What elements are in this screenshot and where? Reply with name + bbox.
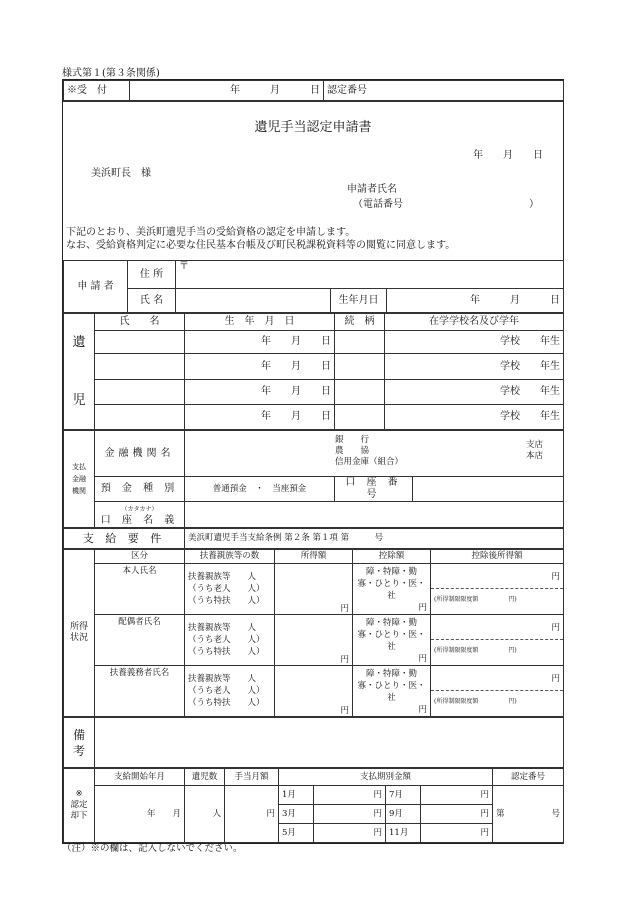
dep-line: （うち老人 人） — [188, 635, 265, 645]
yen-unit: 円 — [418, 654, 427, 664]
payment-header-monthly: 手当月額 — [225, 769, 279, 786]
reception-date[interactable] — [130, 81, 324, 101]
header-block — [63, 101, 563, 260]
remarks-label — [64, 718, 95, 768]
income-person-label: 扶養義務者氏名 — [95, 666, 185, 717]
branch-type-honten: 本店 — [526, 451, 544, 461]
period-month: 5月 — [279, 824, 314, 843]
period-amount-input[interactable]: 円 — [421, 824, 493, 843]
birth-input[interactable] — [387, 289, 564, 313]
children-table — [63, 313, 564, 430]
income-side-label — [64, 550, 95, 717]
income-amount-input[interactable] — [275, 615, 353, 666]
bank-side-1: 支払 — [72, 463, 86, 471]
yen-unit: 円 — [418, 705, 427, 715]
child-school-input[interactable]: 学校 年生 — [385, 405, 564, 430]
footnote: （注）※の欄は、記入しないでください。 — [62, 843, 243, 854]
payment-header-cert: 認定番号 — [493, 769, 564, 786]
payment-start-input[interactable]: 年 月 — [95, 786, 185, 843]
bank-side-3: 機関 — [72, 487, 86, 495]
bank-name-input[interactable] — [185, 431, 564, 477]
reception-label: ※受 付 — [64, 81, 130, 101]
children-side-label — [64, 314, 95, 430]
payment-side-label — [64, 769, 95, 843]
child-name-input[interactable] — [95, 380, 185, 405]
applicant-label: 申 請 者 — [64, 261, 128, 313]
child-relation-input[interactable] — [335, 405, 385, 430]
deduction-cell[interactable] — [353, 564, 431, 615]
income-header-deduction: 控除額 — [353, 550, 431, 564]
period-amount-input[interactable]: 円 — [314, 805, 386, 824]
income-header-class: 区分 — [95, 550, 185, 564]
child-birth-input[interactable]: 年 月 日 — [185, 380, 335, 405]
dep-line: （うち特扶 人） — [188, 596, 265, 606]
requirement-table — [63, 528, 564, 549]
bank-type-list — [335, 435, 403, 468]
period-month: 3月 — [279, 805, 314, 824]
account-number-label: 口 座 番 号 — [335, 477, 413, 502]
postal-mark: 〒 — [179, 261, 189, 272]
payment-side-2: 認定 — [70, 800, 88, 810]
cert-number-label: 認定番号 — [327, 84, 367, 96]
address-label: 住 所 — [128, 261, 176, 289]
deduction-line: 寡・ひとり・医・社 — [357, 630, 426, 652]
income-row — [64, 564, 564, 615]
account-holder-input[interactable] — [185, 502, 564, 528]
bank-type-jakyo: 農 協 — [335, 446, 370, 456]
after-deduction-amount: 円 — [431, 567, 563, 589]
address-input[interactable] — [176, 261, 564, 289]
name-input[interactable] — [176, 289, 331, 313]
remarks-input[interactable] — [95, 718, 564, 768]
income-amount-input[interactable] — [275, 564, 353, 615]
cert-number-cell[interactable] — [324, 81, 564, 101]
deduction-line: 障・特障・勤 — [365, 567, 417, 577]
name-label: 氏 名 — [128, 289, 176, 313]
payment-header-start: 支給開始年月 — [95, 769, 185, 786]
deposit-type-label: 預 金 種 別 — [95, 477, 185, 502]
reception-table — [63, 80, 564, 101]
dep-line: （うち老人 人） — [188, 686, 265, 696]
cert-prefix: 第 — [496, 808, 505, 819]
kana-label: （カタカナ） — [121, 505, 158, 513]
dep-line: 扶養親族等 人 — [188, 572, 257, 582]
deposit-type-options[interactable]: 普通預金 ・ 当座預金 — [185, 477, 335, 502]
deduction-line: 障・特障・勤 — [365, 669, 417, 679]
applicant-table — [63, 260, 564, 313]
payment-count-input[interactable]: 人 — [185, 786, 225, 843]
branch-type-shiten: 支店 — [526, 440, 544, 450]
period-amount-input[interactable]: 円 — [421, 805, 493, 824]
bank-name-label: 金融機関名 — [95, 431, 185, 477]
bank-type-bank: 銀 行 — [335, 435, 370, 445]
deduction-line: 寡・ひとり・医・社 — [357, 681, 426, 703]
period-amount-input[interactable]: 円 — [421, 786, 493, 805]
remarks-label-top: 備 — [72, 727, 85, 742]
child-birth-input[interactable]: 年 月 日 — [185, 331, 335, 354]
child-relation-input[interactable] — [335, 354, 385, 380]
account-number-input[interactable] — [413, 477, 564, 502]
child-school-input[interactable]: 学校 年生 — [385, 331, 564, 354]
holder-label: 口 座 名 義 — [100, 514, 179, 526]
children-header-name: 氏 名 — [95, 314, 185, 331]
after-deduction-amount: 円 — [431, 618, 563, 640]
period-amount-input[interactable]: 円 — [314, 786, 386, 805]
dependents-cell[interactable] — [185, 666, 275, 717]
child-row — [64, 331, 564, 354]
period-month: 1月 — [279, 786, 314, 805]
addressee: 美浜町長 様 — [91, 168, 151, 179]
children-header-birth: 生 年 月 日 — [185, 314, 335, 331]
child-row — [64, 380, 564, 405]
dep-line: （うち特扶 人） — [188, 647, 265, 657]
form-title: 遺児手当認定申請書 — [254, 120, 372, 135]
deduction-cell[interactable] — [353, 666, 431, 717]
dep-line: （うち特扶 人） — [188, 698, 265, 708]
period-month: 7月 — [386, 786, 421, 805]
yen-unit: 円 — [340, 705, 349, 716]
income-limit-label: (所得制限限度額 円) — [434, 698, 517, 705]
income-row — [64, 615, 564, 666]
children-header-relation: 続 柄 — [335, 314, 385, 331]
child-birth-input[interactable]: 年 月 日 — [185, 354, 335, 380]
requirement-value[interactable]: 美浜町遺児手当支給条例 第２条 第１項 第 号 — [185, 529, 564, 549]
income-table — [63, 549, 564, 717]
applicant-name-label: 申請者氏名 — [347, 184, 397, 195]
child-row — [64, 354, 564, 380]
child-row — [64, 405, 564, 430]
children-header-school: 在学学校名及び学年 — [385, 314, 564, 331]
payment-side-3: 却下 — [70, 811, 88, 821]
remarks-label-bottom: 考 — [72, 743, 85, 758]
income-row — [64, 666, 564, 717]
income-person-label: 配偶者氏名 — [95, 615, 185, 666]
child-name-input[interactable] — [95, 331, 185, 354]
child-relation-input[interactable] — [335, 331, 385, 354]
income-side-1: 所得 — [69, 622, 88, 633]
child-birth-input[interactable]: 年 月 日 — [185, 405, 335, 430]
child-school-input[interactable]: 学校 年生 — [385, 354, 564, 380]
cert-suffix: 号 — [551, 808, 561, 819]
requirement-label: 支 給 要 件 — [64, 529, 185, 549]
after-deduction-cell[interactable] — [431, 615, 564, 666]
form-caption: 様式第１(第３条関係) — [62, 68, 160, 79]
payment-table — [63, 768, 564, 843]
after-deduction-amount: 円 — [431, 669, 563, 691]
bank-type-shinkin: 信用金庫（組合） — [335, 457, 404, 467]
phone-close: ） — [529, 199, 539, 210]
bank-side-label — [64, 431, 95, 528]
bank-table — [63, 430, 564, 528]
child-relation-input[interactable] — [335, 380, 385, 405]
income-person-label: 本人氏名 — [95, 564, 185, 615]
payment-side-1: ※ — [75, 789, 83, 799]
period-month: 9月 — [386, 805, 421, 824]
dependents-cell[interactable] — [185, 615, 275, 666]
child-name-input[interactable] — [95, 354, 185, 380]
branch-type-list — [526, 440, 543, 462]
income-limit-label: (所得制限限度額 円) — [434, 596, 517, 603]
yen-unit: 円 — [418, 603, 427, 613]
deduction-cell[interactable] — [353, 615, 431, 666]
dep-line: 扶養親族等 人 — [188, 623, 257, 633]
application-form — [62, 79, 564, 844]
yen-unit: 円 — [340, 603, 349, 614]
children-side-top: 遺 — [72, 334, 86, 350]
dep-line: 扶養親族等 人 — [188, 674, 257, 684]
phone-label: （電話番号 — [353, 199, 403, 210]
income-header-income: 所得額 — [275, 550, 353, 564]
income-side-2: 状況 — [69, 633, 88, 643]
bank-side-2: 金融 — [72, 475, 86, 483]
income-limit-label: (所得制限限度額 円) — [434, 647, 517, 654]
period-month: 11月 — [386, 824, 421, 843]
birth-date-text: 年 月 日 — [470, 294, 561, 306]
application-date[interactable]: 年 月 日 — [473, 150, 543, 161]
child-school-input[interactable]: 学校 年生 — [385, 380, 564, 405]
children-side-bottom: 児 — [72, 392, 86, 408]
remarks-table — [63, 717, 564, 768]
payment-header-periods: 支払期別金額 — [279, 769, 493, 786]
deduction-line: 寡・ひとり・医・社 — [357, 579, 426, 601]
income-header-dependents: 扶養親族等の数 — [185, 550, 275, 564]
reception-date-text: 年 月 日 — [230, 84, 320, 96]
payment-monthly-input[interactable]: 円 — [225, 786, 279, 843]
dep-line: （うち老人 人） — [188, 584, 265, 594]
child-name-input[interactable] — [95, 405, 185, 430]
after-deduction-cell[interactable] — [431, 564, 564, 615]
statement-line1: 下記のとおり、美浜町遺児手当の受給資格の認定を申請します。 — [66, 227, 356, 238]
after-deduction-cell[interactable] — [431, 666, 564, 717]
income-amount-input[interactable] — [275, 666, 353, 717]
statement-line2: なお、受給資格判定に必要な住民基本台帳及び町民税課税資料等の閲覧に同意します。 — [66, 240, 456, 251]
payment-cert-input[interactable] — [493, 786, 564, 843]
yen-unit: 円 — [340, 654, 349, 665]
period-amount-input[interactable]: 円 — [314, 824, 386, 843]
income-header-after: 控除後所得額 — [431, 550, 564, 564]
account-holder-label — [95, 502, 185, 528]
payment-header-count: 遺児数 — [185, 769, 225, 786]
birth-label: 生年月日 — [331, 289, 387, 313]
deduction-line: 障・特障・勤 — [365, 618, 417, 628]
dependents-cell[interactable] — [185, 564, 275, 615]
